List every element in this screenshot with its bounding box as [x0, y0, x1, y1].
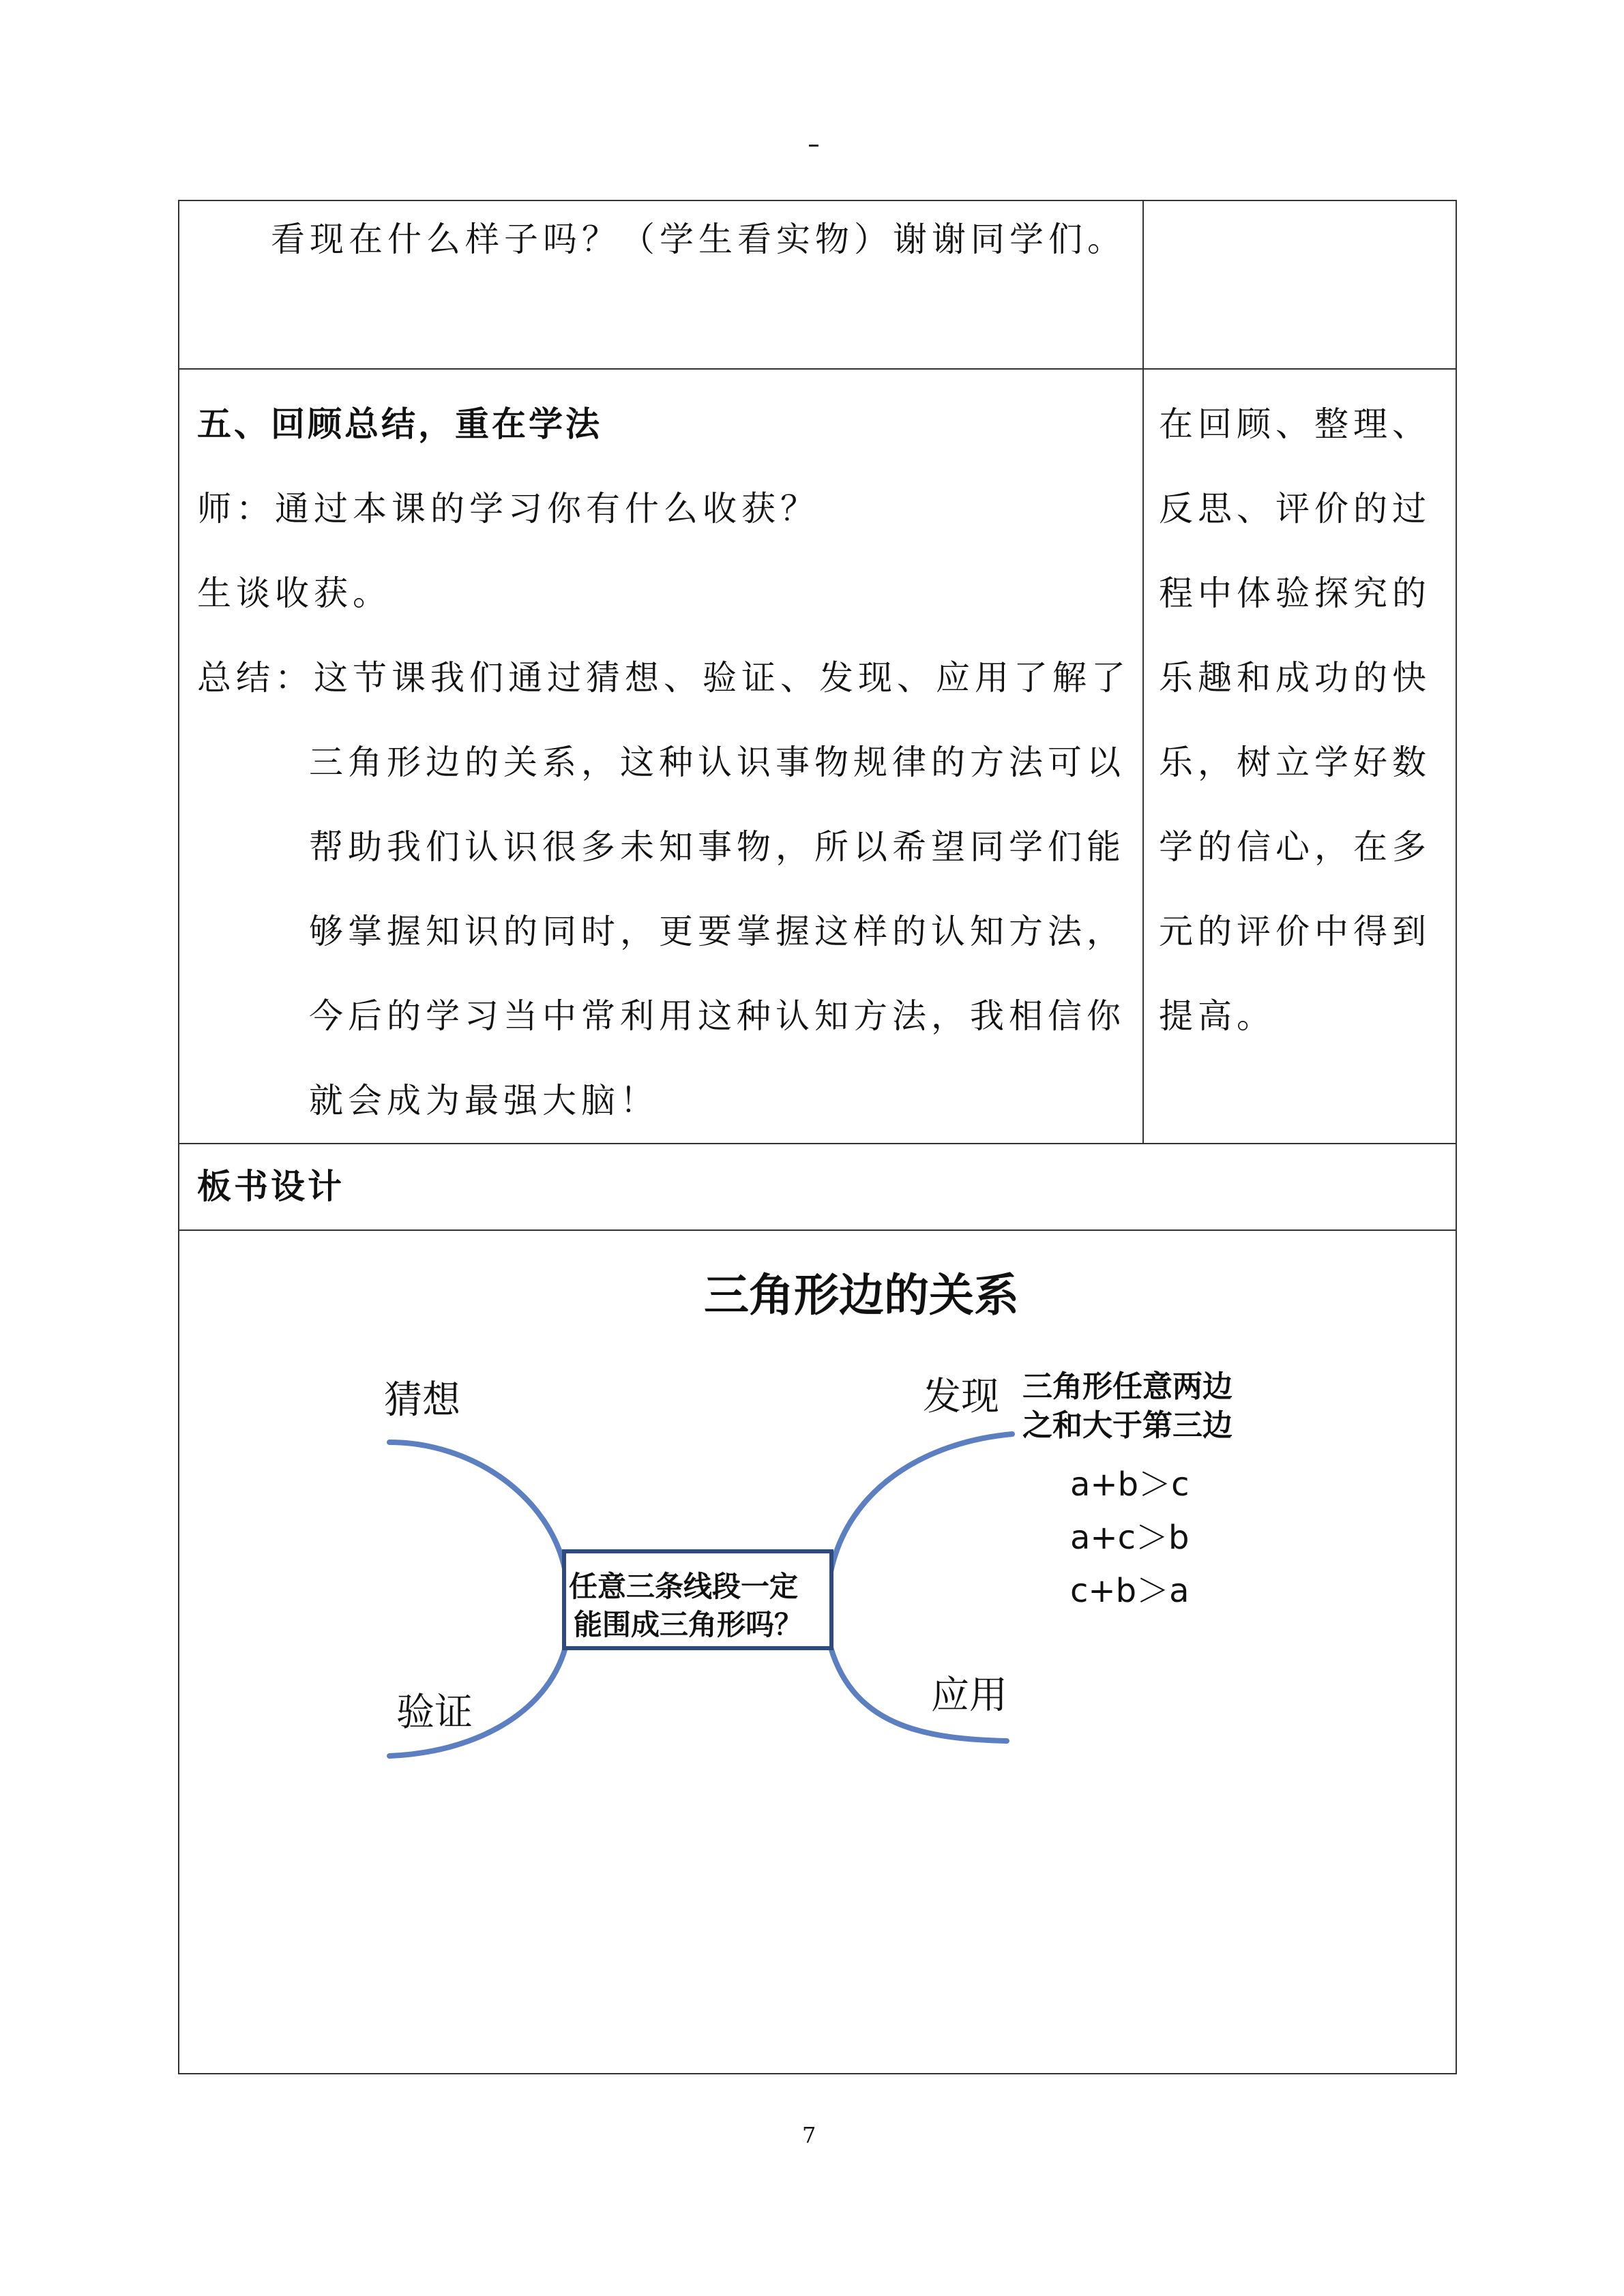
- header-mark: [809, 145, 818, 147]
- note-line: 提高。: [1159, 996, 1275, 1036]
- table-row: [179, 1230, 1456, 2074]
- note-line: 反思、评价的过: [1159, 489, 1431, 528]
- board-diagram-cell: [179, 1230, 1456, 2074]
- section-heading: 五、回顾总结，重在学法: [197, 404, 602, 444]
- section-review: [179, 370, 1142, 1143]
- board-label-cell: [179, 1144, 1456, 1230]
- process-cell: [179, 200, 1143, 369]
- formula: c+b＞a: [1070, 1572, 1190, 1610]
- branch-curve-guess: [389, 1442, 565, 1572]
- mind-map: [179, 1231, 1454, 2072]
- branch-label-discover: 发现: [923, 1375, 999, 1419]
- text-line: 够掌握知识的同时，更要掌握这样的认知方法，: [309, 912, 1125, 951]
- board-title: 三角形边的关系: [704, 1269, 1019, 1322]
- note-line: 乐趣和成功的快: [1159, 658, 1431, 698]
- formula: a+b＞c: [1070, 1465, 1190, 1504]
- text-line: 生谈收获。: [197, 573, 392, 613]
- branch-label-verify: 验证: [396, 1690, 473, 1735]
- text-line: 师：通过本课的学习你有什么收获？: [197, 489, 819, 528]
- continued-text: 看现在什么样子吗？（学生看实物）谢谢同学们。: [271, 220, 1126, 259]
- text-line: 帮助我们认识很多未知事物，所以希望同学们能: [309, 827, 1125, 867]
- note-line: 元的评价中得到: [1159, 912, 1431, 951]
- lesson-plan-table: [178, 200, 1457, 2074]
- design-intent-note: [1144, 370, 1456, 1058]
- text-line: 就会成为最强大脑！: [309, 1081, 659, 1120]
- center-question-line: 能围成三角形吗？: [574, 1608, 803, 1641]
- note-line: 学的信心，在多: [1159, 827, 1431, 867]
- table-row: [179, 1144, 1456, 1230]
- text-line: 三角形边的关系，这种认识事物规律的方法可以: [309, 743, 1125, 782]
- branch-label-apply: 应用: [931, 1673, 1007, 1718]
- finding-line: 之和大于第三边: [1022, 1408, 1232, 1443]
- branch-label-guess: 猜想: [384, 1378, 460, 1422]
- note-line: 乐，树立学好数: [1159, 743, 1431, 782]
- page-number: 7: [802, 2122, 816, 2148]
- formula: a+c＞b: [1070, 1519, 1190, 1557]
- table-row: [179, 369, 1456, 1144]
- text-line: 今后的学习当中常利用这种认知方法，我相信你: [309, 996, 1125, 1036]
- finding-line: 三角形任意两边: [1022, 1369, 1232, 1404]
- process-cell: [179, 369, 1143, 1144]
- note-line: 在回顾、整理、: [1159, 404, 1431, 444]
- center-question-line: 任意三条线段一定: [569, 1570, 799, 1603]
- note-cell: [1143, 200, 1456, 369]
- table-row: [179, 200, 1456, 369]
- board-design-label: 板书设计: [197, 1167, 344, 1206]
- note-line: 程中体验探究的: [1159, 573, 1431, 613]
- text-line: 总结：这节课我们通过猜想、验证、发现、应用了解了: [197, 658, 1130, 698]
- branch-curve-discover: [831, 1434, 1012, 1572]
- board-diagram: [179, 1231, 1454, 2072]
- note-cell: [1143, 369, 1456, 1144]
